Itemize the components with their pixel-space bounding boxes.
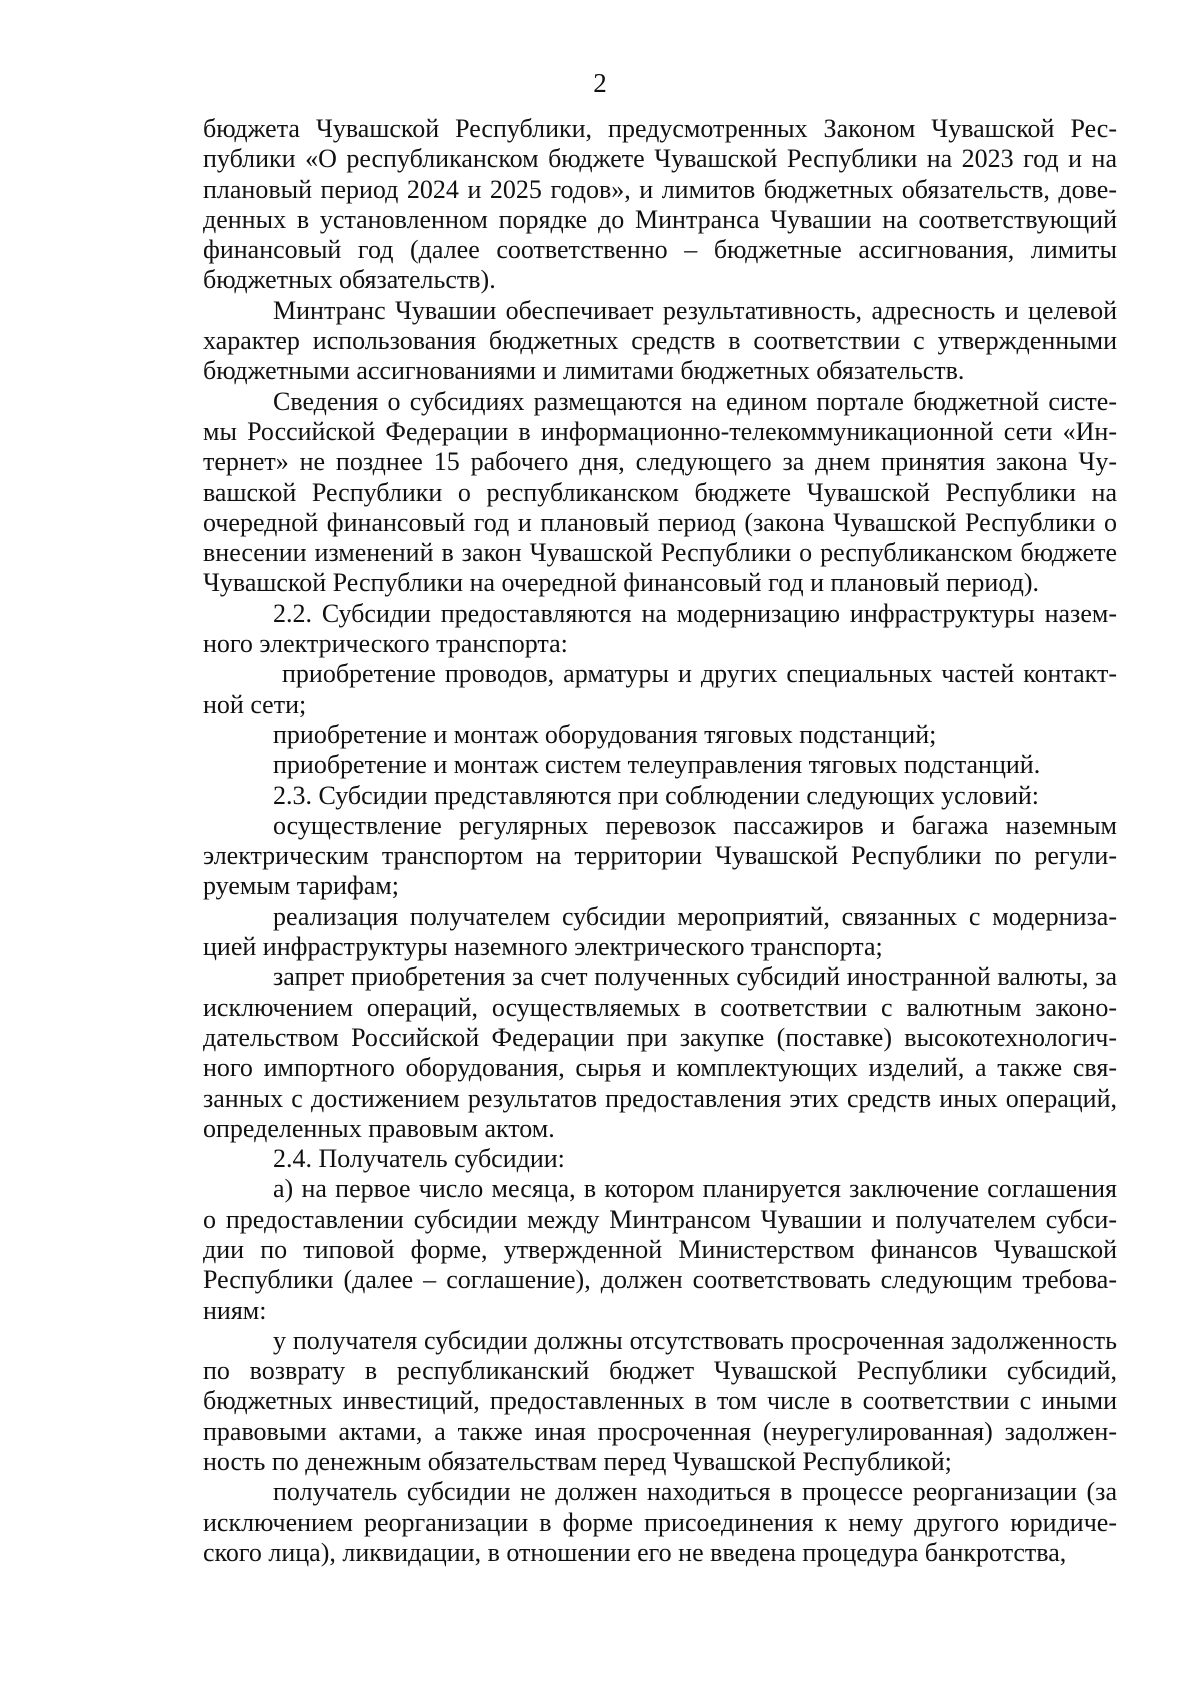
paragraph-mintrans-effectiveness: Минтранс Чувашии обеспечивает результативность, адресность и целевой характер использования бюджетных средств в соответствии с утвержденными бюджетными ассигнованиями и лимитами бюджетных обязательств. <box>203 295 1117 386</box>
document-body <box>203 114 1117 1568</box>
paragraph-section-2-3: 2.3. Субсидии представляются при соблюдении следующих условий: <box>273 780 1039 810</box>
list-item-substation-equipment: приобретение и монтаж оборудования тяговых подстанций; <box>273 719 937 749</box>
list-item-regular-transport: осуществление регулярных перевозок пассажиров и багажа наземным электрическим транспортом на территории Чувашской Республики по регулируемым тарифам; <box>203 810 1117 901</box>
list-item-telecontrol-systems: приобретение и монтаж систем телеуправления тяговых подстанций. <box>273 750 1041 780</box>
page-number: 2 <box>593 68 607 98</box>
paragraph-budget-continuation: бюджета Чувашской Республики, предусмотренных Законом Чувашской Республики «О республиканском бюджете Чувашской Республики на 2023 год и на плановый период 2024 и 2025 годов», и лимитов бюджетных обязательств, доведенных в установленном порядке до Минтранса Чувашии на соответствующий финансовый год (далее соответственно – бюджетные ассигнования, лимиты бюджетных обязательств). <box>203 114 1117 295</box>
paragraph-subsidy-info-portal: Сведения о субсидиях размещаются на едином портале бюджетной системы Российской Федерации в информационно-телекоммуникационной сети «Интернет» не позднее 15 рабочего дня, следующего за днем принятия закона Чувашской Республики о республиканском бюджете Чувашской Республики на очередной финансовый год и плановый период (закона Чувашской Республики о внесении изменений в закон Чувашской Республики о республиканском бюджете Чувашской Республики на очередной финансовый год и плановый период). <box>203 386 1117 598</box>
list-item-no-overdue-debt: у получателя субсидии должны отсутствовать просроченная задолженность по возврату в республиканский бюджет Чувашской Республики субсидий, бюджетных инвестиций, предоставленных в том числе в соответствии с иными правовыми актами, а также иная просроченная (неурегулированная) задолженность по денежным обязательствам перед Чувашской Республикой; <box>203 1325 1117 1477</box>
list-item-modernization-measures: реализация получателем субсидии мероприятий, связанных с модернизацией инфраструктуры наземного электрического транспорта; <box>203 901 1117 962</box>
paragraph-section-2-2: 2.2. Субсидии предоставляются на модернизацию инфраструктуры наземного электрического транспорта: <box>203 598 1117 659</box>
list-item-no-reorganization: получатель субсидии не должен находиться в процессе реорганизации (за исключением реорганизации в форме присоединения к нему другого юридического лица), ликвидации, в отношении его не введена процедура банкротства, <box>203 1477 1117 1567</box>
list-item-wires-fittings: приобретение проводов, арматуры и других специальных частей контактной сети; <box>203 659 1117 719</box>
list-item-requirements-a: а) на первое число месяца, в котором планируется заключение соглашения о предоставлении субсидии между Минтрансом Чувашии и получателем субсидии по типовой форме, утвержденной Министерством финансов Чувашской Республики (далее – соглашение), должен соответствовать следующим требованиям: <box>203 1174 1117 1325</box>
list-item-currency-prohibition: запрет приобретения за счет полученных субсидий иностранной валюты, за исключением операций, осуществляемых в соответствии с валютным законодательством Российской Федерации при закупке (поставке) высокотехнологичного импортного оборудования, сырья и комплектующих изделий, а также связанных с достижением результатов предоставления этих средств иных операций, определенных правовым актом. <box>203 962 1117 1143</box>
paragraph-section-2-4: 2.4. Получатель субсидии: <box>273 1144 565 1174</box>
